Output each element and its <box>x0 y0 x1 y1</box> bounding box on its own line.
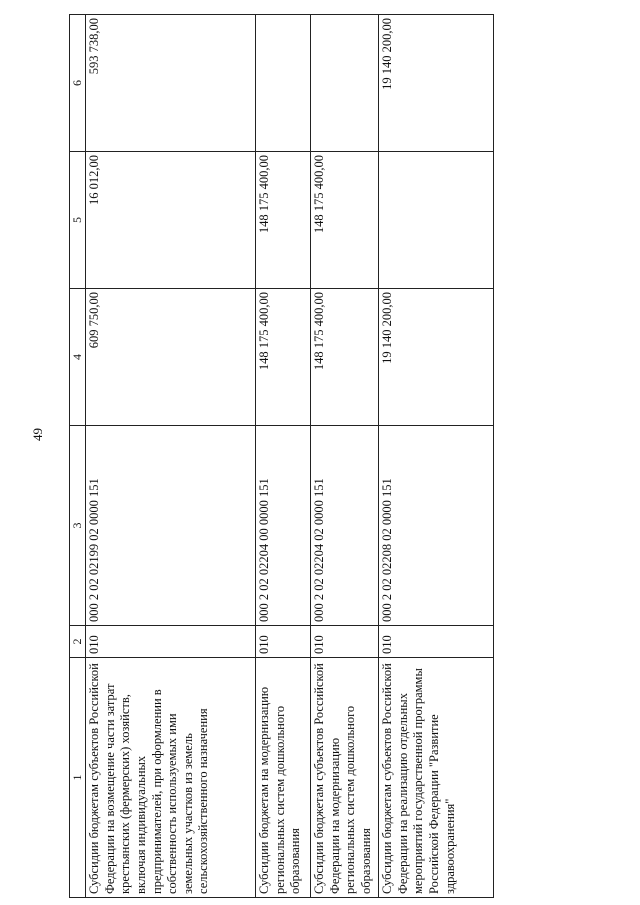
budget-table <box>69 14 494 898</box>
row-col5-value <box>379 152 494 289</box>
table-row <box>86 15 256 898</box>
header-cell-2: 2 <box>70 626 86 658</box>
row-col4-value: 148 175 400,00 <box>311 289 379 426</box>
row-col4-value: 19 140 200,00 <box>379 289 494 426</box>
row-name: Субсидии бюджетам субъектов Российской Федерации на возмещение части затрат крестьянских (фермерских) хозяйств, включая индивидуальных предпринимателей, при оформлении в собственность используемых ими земельных участков из земель сельскохозяйственного назначения <box>86 658 256 898</box>
row-budget-code: 000 2 02 02208 02 0000 151 <box>379 426 494 626</box>
row-col6-value: 19 140 200,00 <box>379 15 494 152</box>
header-cell-5: 5 <box>70 152 86 289</box>
row-budget-code: 000 2 02 02204 00 0000 151 <box>256 426 311 626</box>
header-cell-1: 1 <box>70 658 86 898</box>
table-row <box>379 15 494 898</box>
row-col5-value: 148 175 400,00 <box>311 152 379 289</box>
row-col4-value: 609 750,00 <box>86 289 256 426</box>
row-admin-code: 010 <box>379 626 494 658</box>
row-name: Субсидии бюджетам субъектов Российской Федерации на модернизацию региональных систем дошкольного образования <box>311 658 379 898</box>
row-name: Субсидии бюджетам на модернизацию региональных систем дошкольного образования <box>256 658 311 898</box>
row-budget-code: 000 2 02 02204 02 0000 151 <box>311 426 379 626</box>
row-admin-code: 010 <box>256 626 311 658</box>
header-cell-6: 6 <box>70 15 86 152</box>
row-name: Субсидии бюджетам субъектов Российской Федерации на реализацию отдельных мероприятий государственной программы Российской Федерации "Развитие здравоохранения" <box>379 658 494 898</box>
table-row <box>256 15 311 898</box>
row-col6-value: 593 738,00 <box>86 15 256 152</box>
table-row <box>311 15 379 898</box>
row-col6-value <box>311 15 379 152</box>
row-admin-code: 010 <box>311 626 379 658</box>
header-row <box>70 15 86 898</box>
page-number: 49 <box>30 428 45 441</box>
header-cell-4: 4 <box>70 289 86 426</box>
row-col6-value <box>256 15 311 152</box>
header-cell-3: 3 <box>70 426 86 626</box>
row-admin-code: 010 <box>86 626 256 658</box>
row-col5-value: 16 012,00 <box>86 152 256 289</box>
rotated-table-wrapper <box>69 15 492 898</box>
row-col5-value: 148 175 400,00 <box>256 152 311 289</box>
row-col4-value: 148 175 400,00 <box>256 289 311 426</box>
row-budget-code: 000 2 02 02199 02 0000 151 <box>86 426 256 626</box>
